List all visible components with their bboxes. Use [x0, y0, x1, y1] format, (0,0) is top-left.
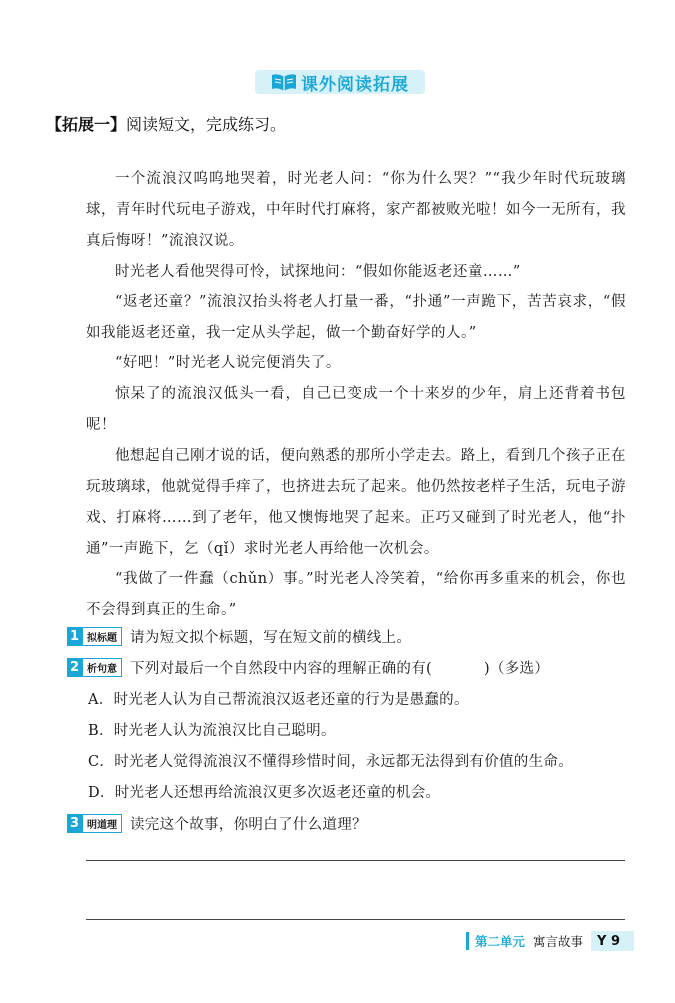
question-2: [67, 657, 549, 678]
story-paragraph-1: 一个流浪汉呜呜地哭着，时光老人问：“你为什么哭？”“我少年时代玩玻璃球，青年时代玩电子游戏，中年时代打麻将，家产都被败光啦！如今一无所有，我真后悔呀！”流浪汉说。: [86, 171, 626, 249]
question-1: [67, 626, 411, 647]
question-tag: 拟标题: [82, 627, 122, 646]
question-text-before: 下列对最后一个自然段中内容的理解正确的有(: [130, 661, 432, 677]
footer-unit: 第二单元: [475, 934, 526, 949]
option-c[interactable]: C．时光老人觉得流浪汉不懂得珍惜时间，永远都无法得到有价值的生命。: [88, 754, 573, 770]
page-number: Y 9: [591, 931, 634, 951]
exercise-heading: [46, 112, 286, 135]
question-text-after: )（多选）: [483, 661, 550, 677]
open-book-icon: [271, 72, 297, 92]
exercise-label: 【拓展一】: [46, 115, 127, 134]
question-number: 2: [67, 658, 82, 677]
answer-line-1[interactable]: [86, 860, 625, 861]
footer-divider: [466, 932, 469, 950]
question-3: [67, 813, 367, 834]
question-text: 请为短文拟个标题，写在短文前的横线上。: [130, 630, 412, 646]
question-text: 读完这个故事，你明白了什么道理？: [130, 817, 367, 833]
exercise-instruction: 阅读短文，完成练习。: [126, 115, 287, 134]
footer-topic: 寓言故事: [533, 934, 584, 949]
section-banner: [255, 66, 425, 98]
page-footer: [466, 931, 634, 951]
story-paragraph-3: “返老还童？”流浪汉抬头将老人打量一番，“扑通”一声跪下，苦苦哀求，“假如我能返老还童，我一定从头学起，做一个勤奋好学的人。”: [86, 294, 626, 341]
question-tag: 明道理: [82, 814, 122, 833]
story-paragraph-7: “我做了一件蠢（chǔn）事。”时光老人冷笑着，“给你再多重来的机会，你也不会得到真正的生命。”: [86, 571, 626, 618]
story-paragraph-2: 时光老人看他哭得可怜，试探地问：“假如你能返老还童……”: [115, 264, 521, 280]
question-tag: 析句意: [82, 658, 122, 677]
option-d[interactable]: D．时光老人还想再给流浪汉更多次返老还童的机会。: [88, 785, 441, 801]
story-paragraph-4: “好吧！”时光老人说完便消失了。: [115, 355, 341, 371]
question-number: 1: [67, 627, 82, 646]
story-paragraph-5: 惊呆了的流浪汉低头一看，自己已变成一个十来岁的少年，肩上还背着书包呢！: [86, 386, 626, 433]
story-paragraph-6: 他想起自己刚才说的话，便向熟悉的那所小学走去。路上，看到几个孩子正在玩玻璃球，他就觉得手痒了，也挤进去玩了起来。他仍然按老样子生活，玩电子游戏、打麻将……到了老年，他又懊悔地哭了起来。正巧又碰到了时光老人，他“扑通”一声跪下，乞（qǐ）求时光老人再给他一次机会。: [86, 448, 626, 557]
answer-line-2[interactable]: [86, 919, 625, 920]
question-number: 3: [67, 814, 82, 833]
banner-title: 课外阅读拓展: [301, 74, 409, 95]
question-text: [130, 657, 549, 678]
option-a[interactable]: A．时光老人认为自己帮流浪汉返老还童的行为是愚蠢的。: [88, 692, 469, 708]
option-b[interactable]: B．时光老人认为流浪汉比自己聪明。: [88, 723, 336, 739]
